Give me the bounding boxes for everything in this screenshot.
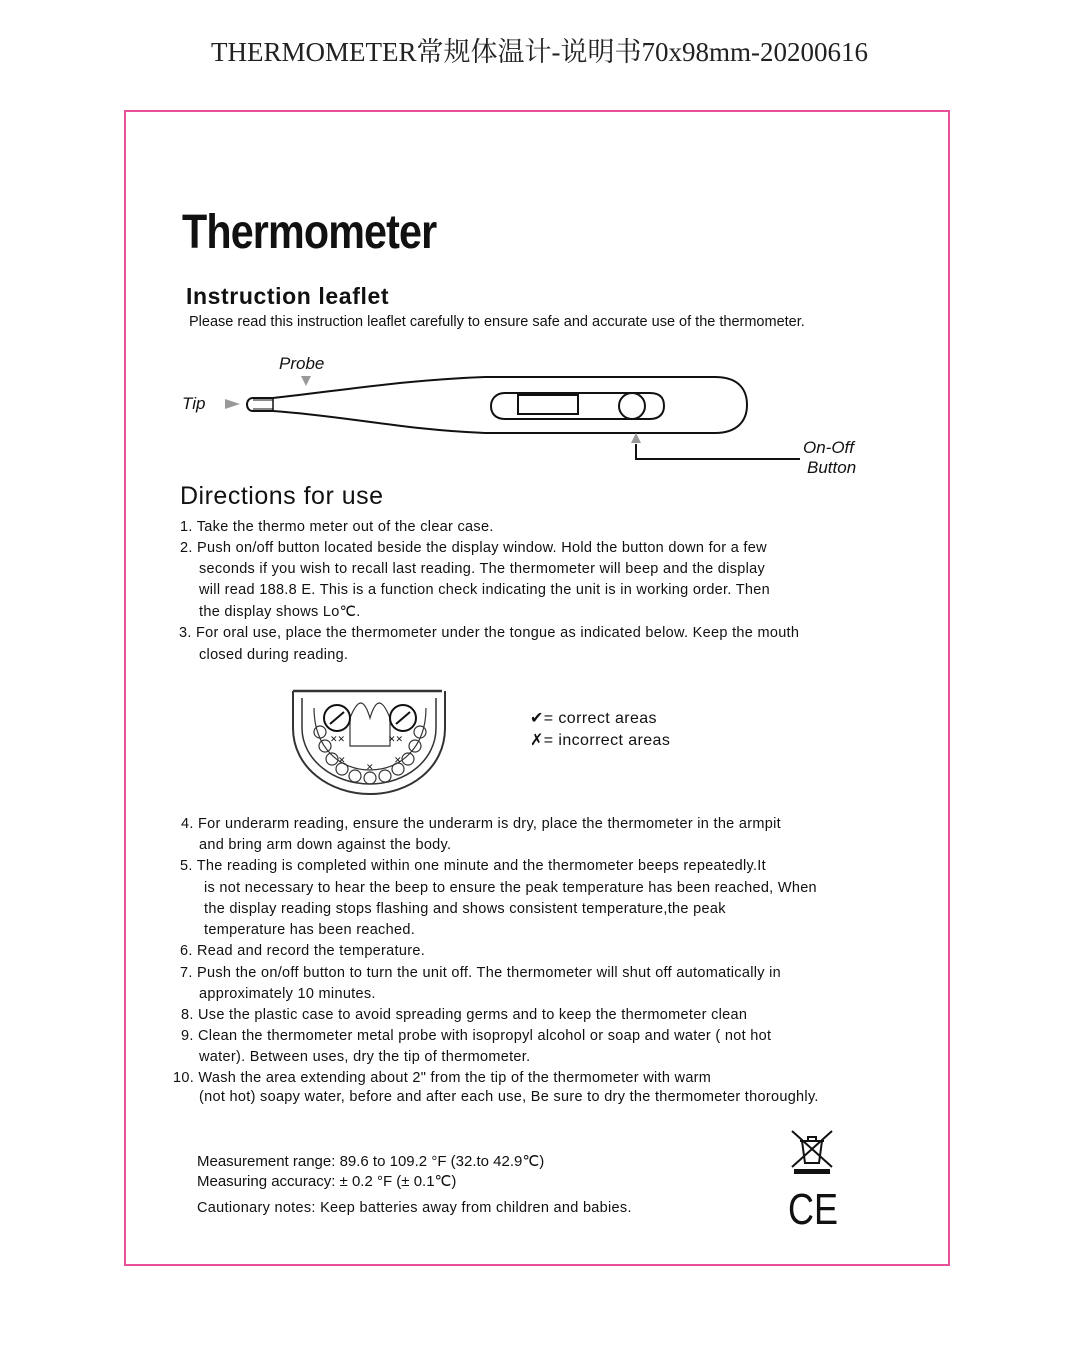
- button-arrow-icon: [631, 433, 641, 443]
- probe-arrow-icon: [301, 376, 311, 386]
- on-off-button-icon: [619, 393, 645, 419]
- direction-line: 5. The reading is completed within one minute and the thermometer beeps repeatedly.It: [180, 858, 766, 874]
- intro-text: Please read this instruction leaflet carefully to ensure safe and accurate use of the thermometer.: [189, 314, 805, 330]
- button-callout: [631, 433, 856, 477]
- svg-text:✕✕: ✕✕: [330, 734, 346, 744]
- direction-line: closed during reading.: [199, 647, 349, 663]
- tip-label: Tip: [182, 394, 206, 413]
- direction-line: 1. Take the thermo meter out of the clear case.: [180, 519, 494, 535]
- probe-label-group: [279, 354, 324, 386]
- thermometer-body: [247, 377, 747, 433]
- directions-title: Directions for use: [180, 482, 384, 510]
- lcd-window: [518, 395, 578, 414]
- cautionary-notes: Cautionary notes: Keep batteries away from children and babies.: [197, 1200, 632, 1216]
- legend-correct: ✔= correct areas: [530, 710, 657, 727]
- direction-line: water). Between uses, dry the tip of thermometer.: [199, 1049, 531, 1065]
- tip-arrow-icon: [225, 399, 240, 409]
- tip-label-group: [182, 394, 240, 413]
- direction-line: 4. For underarm reading, ensure the underarm is dry, place the thermometer in the armpit: [181, 816, 781, 832]
- direction-line: 9. Clean the thermometer metal probe with isopropyl alcohol or soap and water ( not hot: [181, 1028, 772, 1044]
- button-label-line-1: On-Off: [803, 438, 855, 457]
- svg-text:✕: ✕: [338, 755, 346, 765]
- thermometer-diagram: [175, 345, 895, 485]
- direction-line: 6. Read and record the temperature.: [180, 943, 426, 959]
- direction-line: 8. Use the plastic case to avoid spreading germs and to keep the thermometer clean: [181, 1007, 748, 1023]
- probe-label: Probe: [279, 354, 325, 373]
- svg-text:✕: ✕: [366, 762, 374, 772]
- ce-mark-text: CE: [788, 1185, 838, 1234]
- direction-line: 10. Wash the area extending about 2" from the tip of the thermometer with warm: [173, 1070, 712, 1086]
- direction-line: 3. For oral use, place the thermometer under the tongue as indicated below. Keep the mouth: [179, 625, 800, 641]
- direction-line: the display reading stops flashing and shows consistent temperature,the peak: [204, 901, 726, 917]
- mouth-diagram: [290, 688, 450, 798]
- direction-line: the display shows Lo℃.: [199, 604, 361, 620]
- weee-bin-icon: [788, 1127, 836, 1175]
- direction-line: (not hot) soapy water, before and after each use, Be sure to dry the thermometer thoroughly.: [199, 1089, 819, 1105]
- direction-line: and bring arm down against the body.: [199, 837, 452, 853]
- direction-line: 7. Push the on/off button to turn the unit off. The thermometer will shut off automatically in: [180, 965, 782, 981]
- document-header: THERMOMETER常规体温计-说明书70x98mm-20200616: [211, 37, 868, 67]
- measuring-accuracy: Measuring accuracy: ± 0.2 °F (± 0.1℃): [197, 1173, 457, 1190]
- measurement-range: Measurement range: 89.6 to 109.2 °F (32.to 42.9℃): [197, 1153, 545, 1170]
- direction-line: 2. Push on/off button located beside the display window. Hold the button down for a few: [180, 540, 767, 556]
- svg-text:✕✕: ✕✕: [388, 734, 404, 744]
- direction-line: is not necessary to hear the beep to ensure the peak temperature has been reached, When: [204, 880, 817, 896]
- leaflet-subtitle: Instruction leaflet: [186, 283, 390, 309]
- direction-line: approximately 10 minutes.: [199, 986, 376, 1002]
- svg-text:✕: ✕: [394, 755, 402, 765]
- direction-line: temperature has been reached.: [204, 922, 416, 938]
- ce-mark-icon: [788, 1184, 840, 1234]
- button-label-line-2: Button: [807, 458, 857, 477]
- direction-line: seconds if you wish to recall last reading. The thermometer will beep and the display: [199, 561, 766, 577]
- leaflet-title: Thermometer: [182, 206, 437, 259]
- legend-incorrect: ✗= incorrect areas: [530, 732, 671, 749]
- direction-line: will read 188.8 E. This is a function check indicating the unit is in working order. Then: [199, 582, 771, 598]
